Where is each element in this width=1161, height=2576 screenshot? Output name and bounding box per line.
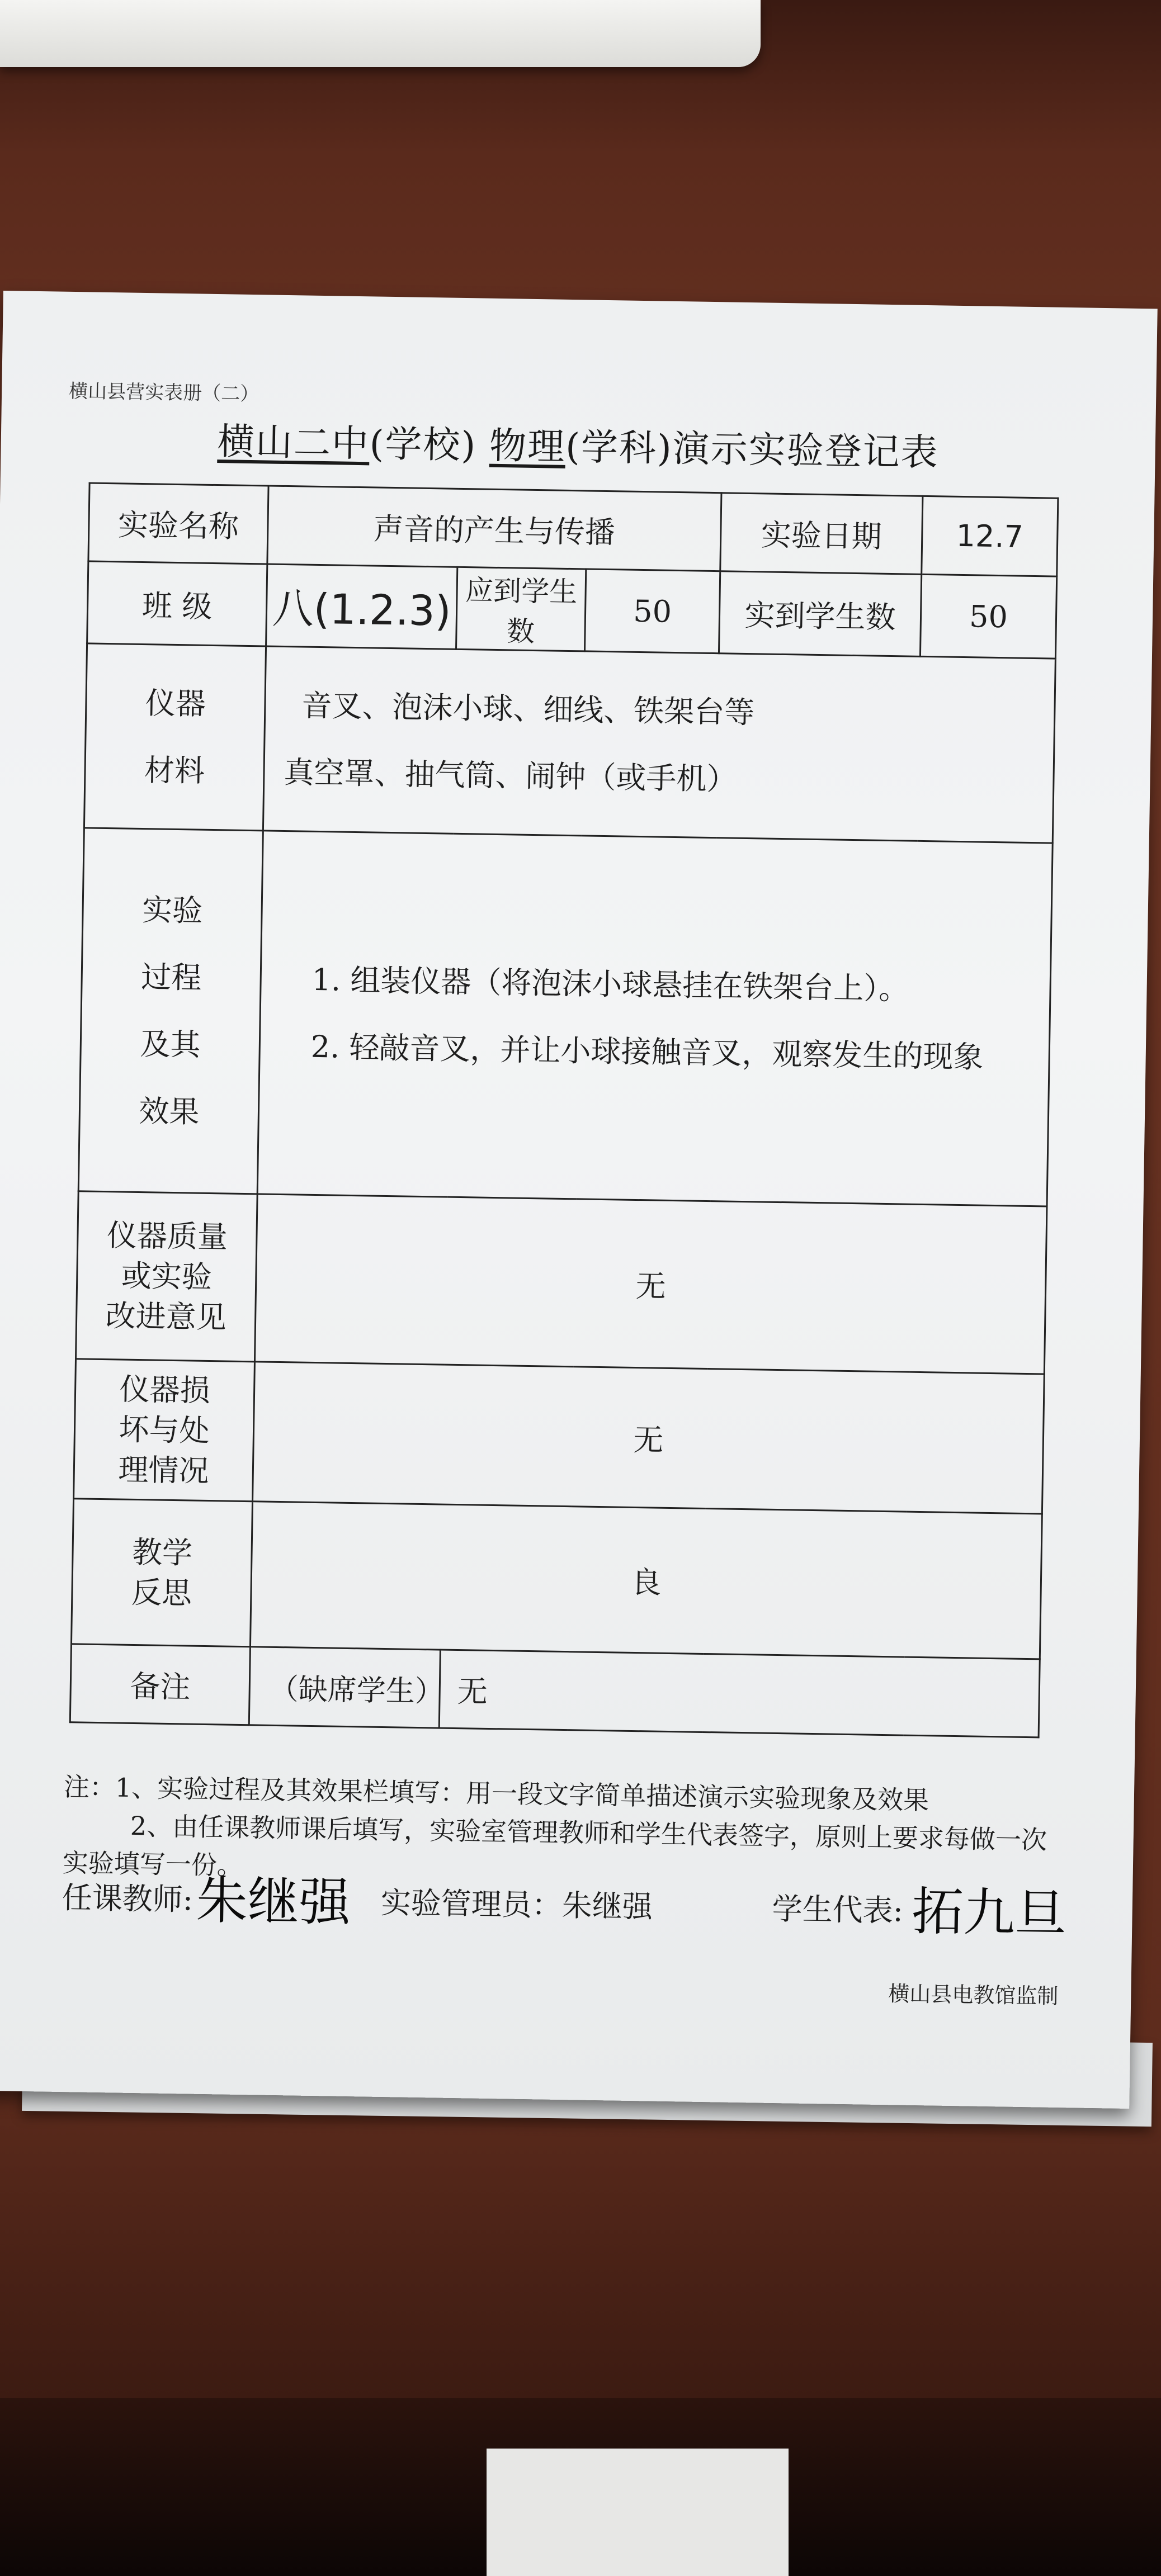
label-reflection	[71, 1499, 252, 1647]
row-class	[87, 561, 1057, 659]
process-step1: 1. 组装仪器（将泡沫小球悬挂在铁架台上）。	[312, 962, 909, 1007]
label-actual-students: 实到学生数	[719, 571, 921, 657]
value-remarks: 无	[439, 1650, 1040, 1737]
label-damage-line2: 坏与处	[119, 1411, 210, 1448]
value-materials	[263, 646, 1055, 843]
label-remarks: 备注	[70, 1644, 250, 1725]
label-materials	[84, 643, 266, 831]
row-quality	[76, 1191, 1047, 1374]
label-expected-students: 应到学生数	[456, 567, 586, 651]
label-process-line2: 过程	[140, 959, 202, 996]
label-quality-line2: 或实验	[121, 1258, 213, 1295]
value-quality: 无	[254, 1194, 1047, 1374]
top-paper-sheet	[0, 0, 761, 67]
row-remarks	[70, 1644, 1040, 1737]
label-reflection-line2: 反思	[131, 1574, 192, 1611]
title-subject-suffix: (学科)	[565, 425, 673, 470]
note-line1: 注：1、实验过程及其效果栏填写：用一段文字简单描述演示实验现象及效果	[63, 1772, 929, 1816]
value-process	[257, 831, 1053, 1206]
title-school-suffix: (学校)	[369, 422, 477, 467]
value-damage: 无	[253, 1362, 1045, 1514]
label-experiment-date: 实验日期	[720, 493, 923, 575]
label-damage	[74, 1359, 255, 1502]
title-school: 横山二中	[217, 420, 370, 466]
title-rest: 演示实验登记表	[672, 427, 940, 475]
label-damage-line3: 理情况	[117, 1451, 209, 1489]
note-line3: 实验填写一份。	[62, 1848, 243, 1881]
value-class: 八(1.2.3)	[266, 564, 457, 649]
label-process-line4: 效果	[138, 1093, 200, 1130]
value-reflection: 良	[250, 1502, 1042, 1659]
label-process-line1: 实验	[141, 892, 203, 929]
note-line2: 2、由任课教师课后填写，实验室管理教师和学生代表签字，原则上要求每做一次	[130, 1810, 1047, 1855]
value-actual-students: 50	[920, 574, 1056, 659]
row-materials	[84, 643, 1055, 843]
materials-line2: 真空罩、抽气筒、闹钟（或手机）	[284, 754, 737, 797]
label-experiment-name: 实验名称	[88, 483, 268, 564]
form-title	[1, 408, 1155, 479]
form-header-tag: 横山县营实表册（二）	[68, 380, 259, 406]
label-quality-line3: 改进意见	[105, 1298, 227, 1335]
teacher-label: 任课教师:	[62, 1880, 194, 1917]
label-materials-line1: 仪器	[145, 685, 206, 722]
bottom-card	[487, 2449, 789, 2576]
label-materials-line2: 材料	[144, 752, 205, 789]
value-experiment-name: 声音的产生与传播	[267, 486, 721, 571]
label-absent-students: （缺席学生）	[249, 1647, 440, 1728]
title-subject: 物理	[489, 424, 566, 468]
value-experiment-date: 12.7	[922, 496, 1058, 576]
row-damage	[74, 1359, 1045, 1514]
label-quality	[76, 1191, 258, 1362]
label-class: 班 级	[87, 561, 267, 646]
label-process-line3: 及其	[139, 1026, 201, 1063]
student-rep-label: 学生代表:	[772, 1891, 904, 1929]
label-process	[78, 828, 263, 1194]
label-reflection-line1: 教学	[131, 1534, 193, 1571]
row-reflection	[71, 1499, 1042, 1659]
registration-form-paper	[0, 291, 1158, 2109]
row-experiment-name	[88, 483, 1058, 576]
row-process	[78, 828, 1053, 1206]
registration-table	[69, 482, 1059, 1738]
label-quality-line1: 仪器质量	[106, 1217, 228, 1255]
teacher-signature: 朱继强	[195, 1870, 351, 1933]
materials-line1: 音叉、泡沫小球、细线、铁架台等	[301, 687, 755, 730]
student-rep-signature: 拓九旦	[911, 1881, 1067, 1944]
process-step2: 2. 轻敲音叉，并让小球接触音叉，观察发生的现象	[310, 1029, 984, 1075]
footer-issuer: 横山县电教馆监制	[888, 1981, 1059, 2009]
label-damage-line1: 仪器损	[119, 1371, 211, 1408]
admin-label: 实验管理员：朱继强	[380, 1884, 653, 1925]
value-expected-students: 50	[584, 569, 720, 654]
